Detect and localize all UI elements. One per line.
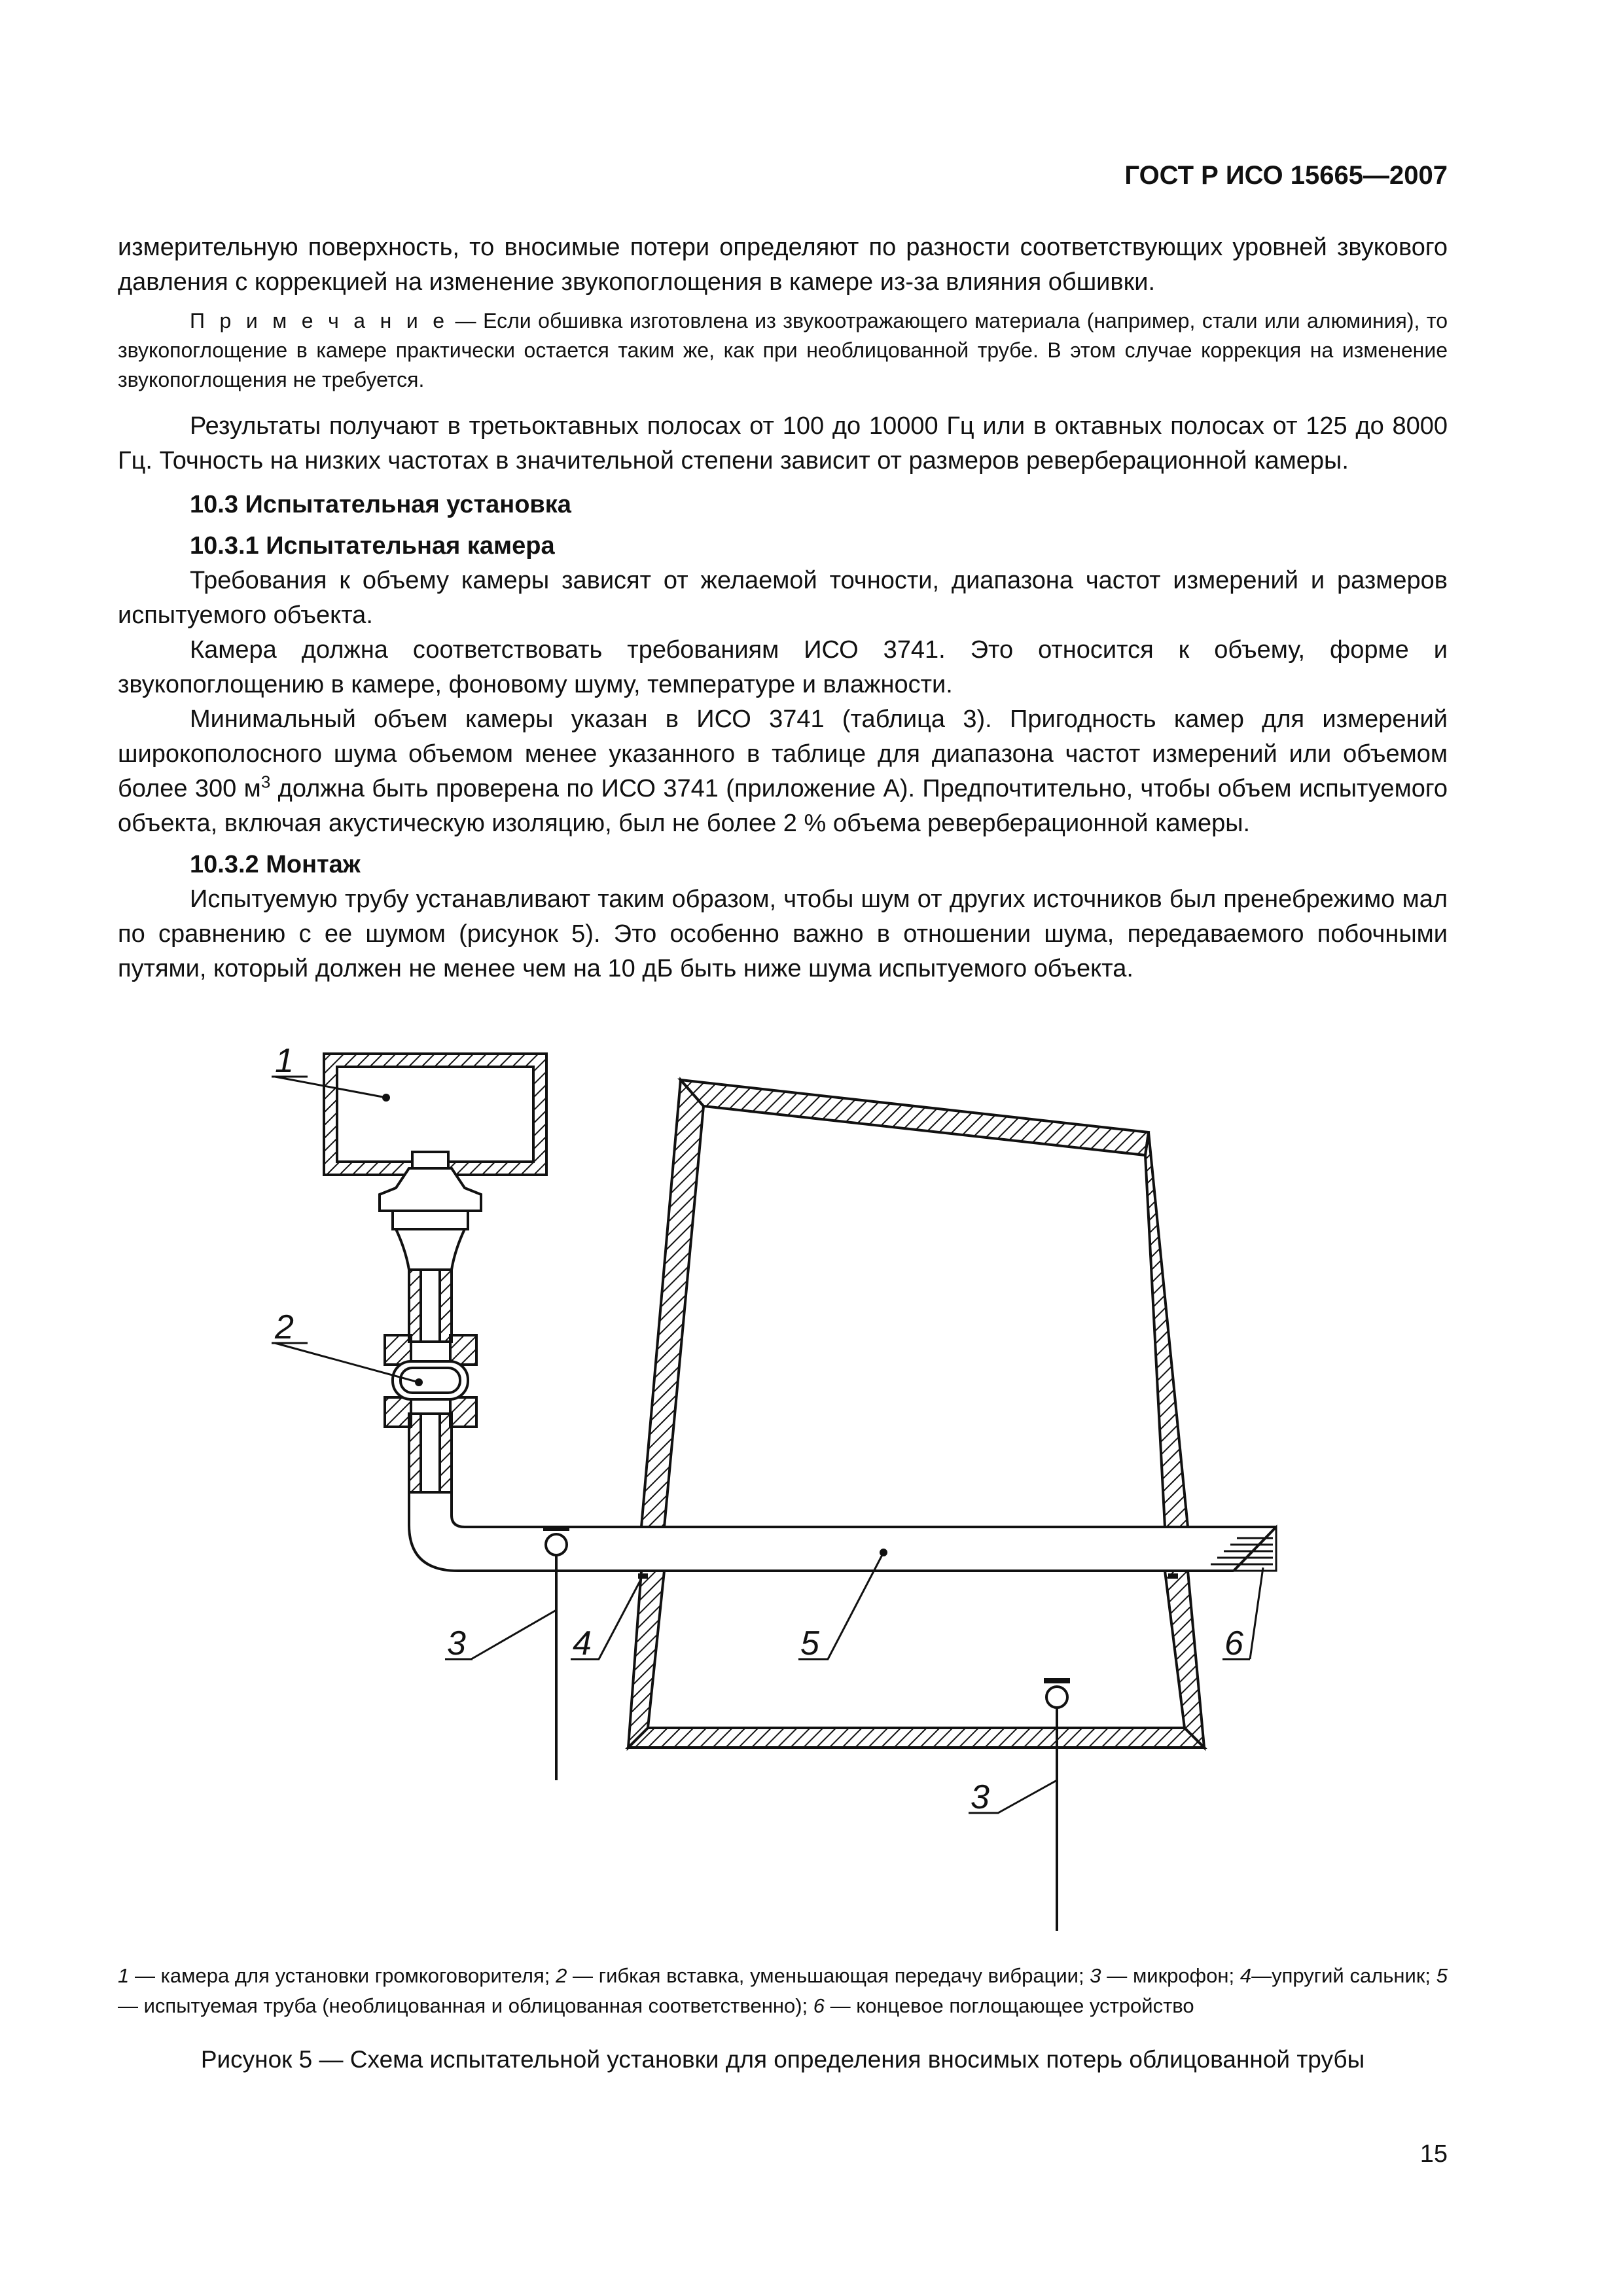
microphone-icon: [1044, 1681, 1070, 1931]
terminal-absorber: [1211, 1527, 1276, 1571]
loudspeaker-chamber: [324, 1054, 546, 1270]
legend-num: 4: [1240, 1964, 1252, 1987]
legend-num: 3: [1090, 1964, 1101, 1987]
paragraph: Камера должна соответствовать требованиям ИСО 3741. Это относится к объему, форме и звукопоглощению в камере, фоновому шуму, температуре и влажности.: [118, 636, 1448, 698]
microphone-icon: [543, 1528, 569, 1780]
legend-num: 1: [118, 1964, 130, 1987]
figure-5-diagram: [0, 1021, 1623, 1957]
note: [118, 306, 1448, 395]
figure-label-6: 6: [1224, 1624, 1243, 1662]
note-lead: П р и м е ч а н и е: [190, 309, 449, 332]
figure-caption: Рисунок 5 — Схема испытательной установки для определения вносимых потерь облицованной трубы: [200, 2046, 1365, 2073]
figure-legend: [118, 1961, 1448, 2021]
figure-label-1: 1: [275, 1042, 294, 1080]
paragraph: Требования к объему камеры зависят от желаемой точности, диапазона частот измерений и размеров испытуемого объекта.: [118, 567, 1448, 629]
paragraph: измерительную поверхность, то вносимые потери определяют по разности соответствующих уровней звукового давления с коррекцией на изменение звукопоглощения в камере из-за влияния обшивки.: [118, 234, 1448, 296]
legend-num: 2: [556, 1964, 567, 1987]
legend-text: — микрофон;: [1101, 1964, 1240, 1987]
figure-label-5: 5: [800, 1624, 819, 1662]
test-pipe: [458, 1527, 1276, 1576]
subsection-heading: 10.3.2 Монтаж: [190, 851, 361, 878]
legend-text: — камера для установки громкоговорителя;: [129, 1964, 556, 1987]
section-heading: 10.3 Испытательная установка: [190, 491, 571, 518]
body-text: [118, 230, 1448, 986]
paragraph-part: должна быть проверена по ИСО 3741 (приложение А). Предпочтительно, чтобы объем испытуемого объекта, включая акустическую изоляцию, был не более 2 % объема реверберационной камеры.: [118, 775, 1448, 837]
vertical-pipe: [385, 1270, 476, 1571]
subsection-heading: 10.3.1 Испытательная камера: [190, 532, 555, 560]
paragraph: Результаты получают в третьоктавных полосах от 100 до 10000 Гц или в октавных полосах от 125 до 8000 Гц. Точность на низких частотах в значительной степени зависит от размеров реверберационной камеры.: [118, 412, 1448, 475]
figure-label-3: 3: [447, 1624, 466, 1662]
document-header: ГОСТ Р ИСО 15665—2007: [1124, 161, 1448, 190]
paragraph: Испытуемую трубу устанавливают таким образом, чтобы шум от других источников был пренебрежимо мал по сравнению с ее шумом (рисунок 5). Это особенно важно в отношении шума, передаваемого побочными путями, который должен не менее чем на 10 дБ быть ниже шума испытуемого объекта.: [118, 886, 1448, 982]
legend-text: — гибкая вставка, уменьшающая передачу вибрации;: [567, 1964, 1090, 1987]
legend-num: 5: [1436, 1964, 1448, 1987]
legend-text: — испытуемая труба (необлицованная и облицованная соответственно);: [118, 1994, 813, 2017]
reverberation-chamber: [628, 1080, 1204, 1748]
figure-label-3b: 3: [971, 1778, 990, 1816]
figure-label-4: 4: [573, 1624, 592, 1662]
legend-text: —упругий сальник;: [1251, 1964, 1436, 1987]
legend-num: 6: [813, 1994, 825, 2017]
superscript: 3: [260, 772, 271, 792]
note-text: — Если обшивка изготовлена из звукоотражающего материала (например, стали или алюминия), то звукопоглощение в камере практически остается таким же, как при необлицованной трубе. В этом случае коррекция на изменение звукопоглощения не требуется.: [118, 309, 1448, 391]
figure-label-2: 2: [275, 1308, 294, 1346]
legend-text: — концевое поглощающее устройство: [825, 1994, 1194, 2017]
paragraph: [118, 702, 1448, 841]
paragraph-part: Минимальный объем камеры указан в ИСО 3741 (таблица 3). Пригодность камер для измерений широкополосного шума объемом менее указанного в таблице для диапазона частот измерений или объемом более 300 м: [118, 706, 1448, 802]
page-number: 15: [1419, 2140, 1448, 2168]
